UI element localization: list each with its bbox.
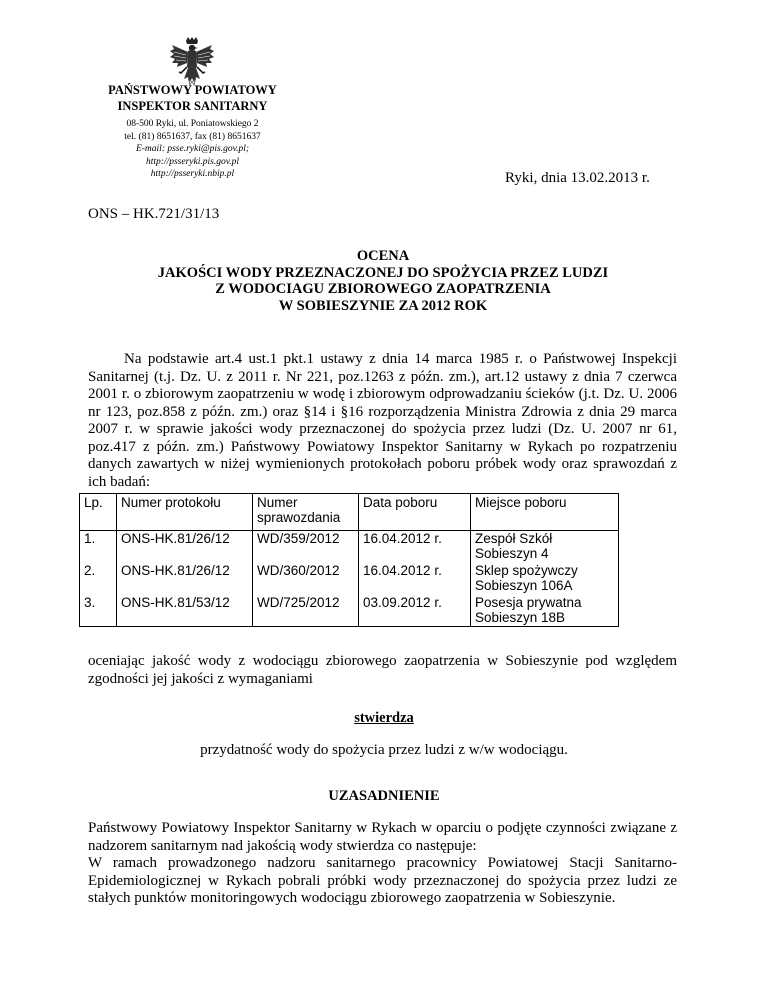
cell-place-address: Sobieszyn 4	[475, 546, 549, 561]
cell-protocol: ONS-HK.81/26/12	[117, 531, 253, 563]
issuer-phone: tel. (81) 8651637, fax (81) 8651637	[124, 131, 261, 142]
cell-report: WD/359/2012	[253, 531, 359, 563]
header-place: Miejsce poboru	[471, 494, 619, 531]
issuer-website-1: http://psseryki.pis.gov.pl	[146, 156, 239, 167]
cell-place	[471, 531, 619, 563]
assessment-paragraph: oceniając jakość wody z wodociągu zbiorowego zaopatrzenia w Sobieszynie pod względem zgodności jej jakości z wymaganiami	[88, 653, 677, 687]
issuer-website-2: http://psseryki.nbip.pl	[150, 169, 235, 179]
header-protocol: Numer protokołu	[117, 494, 253, 531]
cell-place-name: Zespół Szkół	[475, 531, 553, 546]
header-report: Numer sprawozdania	[253, 494, 359, 531]
cell-place-address: Sobieszyn 18B	[475, 610, 566, 625]
cell-lp: 3.	[80, 594, 117, 627]
header-date: Data poboru	[359, 494, 471, 531]
reference-number: ONS – HK.721/31/13	[88, 206, 220, 222]
table-row	[80, 531, 619, 563]
title-line-3: Z WODOCIAGU ZBIOROWEGO ZAOPATRZENIA	[215, 281, 551, 297]
table-row	[80, 594, 619, 627]
issuer-email: E-mail: psse.ryki@pis.gov.pl;	[135, 144, 250, 154]
cell-lp: 2.	[80, 562, 117, 594]
cell-place-name: Posesja prywatna	[475, 595, 582, 610]
issuer-contact	[80, 118, 305, 181]
header-lp: Lp.	[80, 494, 117, 531]
decision-statement: przydatność wody do spożycia przez ludzi z w/w wodociągu.	[200, 742, 568, 758]
table-row	[80, 562, 619, 594]
cell-date: 03.09.2012 r.	[359, 594, 471, 627]
cell-place-name: Sklep spożywczy	[475, 563, 578, 578]
decision-heading: stwierdza	[354, 710, 414, 726]
document-title	[88, 248, 678, 314]
title-line-4: W SOBIESZYNIE ZA 2012 ROK	[278, 297, 488, 314]
cell-report: WD/360/2012	[253, 562, 359, 594]
title-line-2: JAKOŚCI WODY PRZEZNACZONEJ DO SPOŻYCIA PRZEZ LUDZI	[157, 264, 609, 281]
justification-text-1: Państwowy Powiatowy Inspektor Sanitarny w Rykach w oparciu o podjęte czynności związane z nadzorem sanitarnym nad jakością wody stwierdza co następuje:	[88, 820, 677, 854]
justification-paragraph	[88, 820, 677, 908]
cell-protocol: ONS-HK.81/53/12	[117, 594, 253, 627]
cell-date: 16.04.2012 r.	[359, 531, 471, 563]
cell-lp: 1.	[80, 531, 117, 563]
legal-basis-paragraph: Na podstawie art.4 ust.1 pkt.1 ustawy z dnia 14 marca 1985 r. o Państwowej Inspekcji Sanitarnej (t.j. Dz. U. z 2011 r. Nr 221, poz.1263 z późn. zm.), art.12 ustawy z dnia 7 czerwca 2001 r. o zbiorowym zaopatrzeniu w wodę i zbiorowym odprowadzaniu ścieków (j.t. Dz. U. 2006 nr 123, poz.858 z późn. zm.) oraz §14 i §16 rozporządzenia Ministra Zdrowia z dnia 29 marca 2007 r. w sprawie jakości wody przeznaczonej do spożycia przez ludzi (Dz. U. 2007 nr 61, poz.417 z późn. zm.) Państwowy Powiatowy Inspektor Sanitarny w Rykach po rozpatrzeniu danych zawartych w niżej wymienionych protokołach poboru próbek wody oraz sprawozdań z ich badań:	[88, 351, 677, 490]
title-line-1: OCENA	[356, 248, 410, 264]
issuer-address: 08-500 Ryki, ul. Poniatowskiego 2	[126, 119, 259, 129]
cell-place	[471, 594, 619, 627]
cell-date: 16.04.2012 r.	[359, 562, 471, 594]
issuer-name-line2: INSPEKTOR SANITARNY	[117, 99, 268, 113]
justification-text-2: W ramach prowadzonego nadzoru sanitarnego pracownicy Powiatowej Stacji Sanitarno-Epidemiologicznej w Rykach pobrali próbki wody przeznaczonej do spożycia przez ludzi ze stałych punktów monitoringowych wodociągu zbiorowego zaopatrzenia w Sobieszynie.	[88, 855, 677, 906]
samples-table	[79, 493, 619, 627]
issuer-name	[80, 82, 305, 114]
cell-report: WD/725/2012	[253, 594, 359, 627]
place-and-date: Ryki, dnia 13.02.2013 r.	[505, 170, 650, 186]
cell-protocol: ONS-HK.81/26/12	[117, 562, 253, 594]
cell-place	[471, 562, 619, 594]
justification-heading: UZASADNIENIE	[328, 788, 440, 804]
cell-place-address: Sobieszyn 106A	[475, 578, 573, 593]
issuer-name-line1: PAŃSTWOWY POWIATOWY	[108, 83, 277, 97]
table-header-row	[80, 494, 619, 531]
